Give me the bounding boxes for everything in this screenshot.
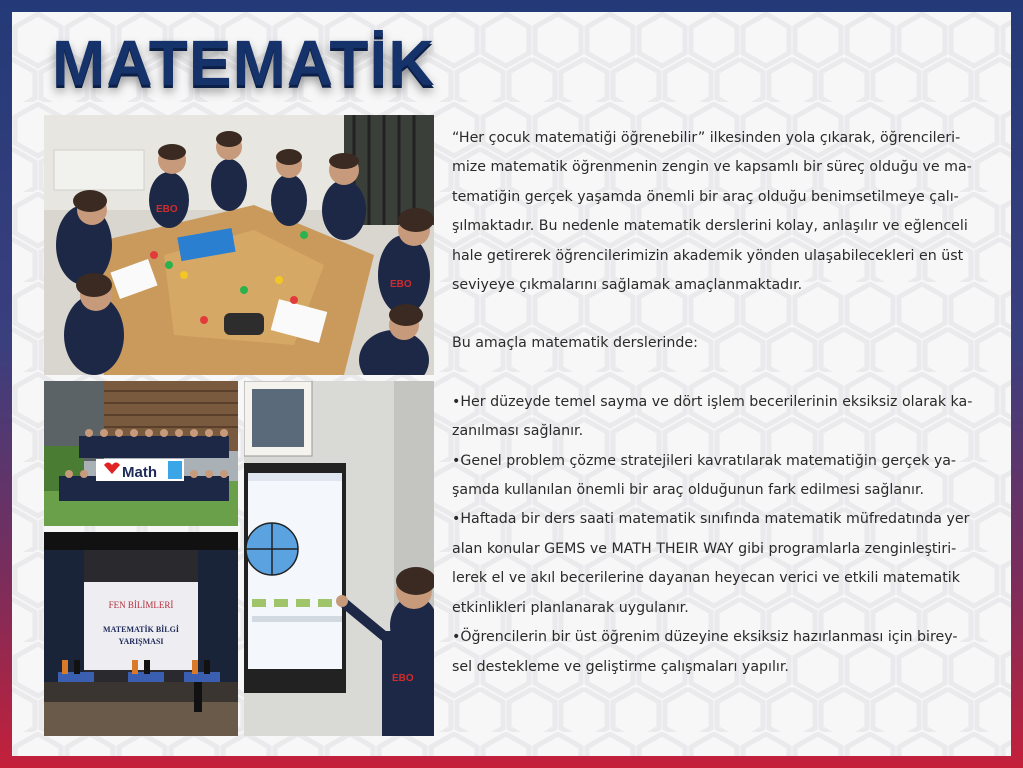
bullet-line: •Haftada bir ders saati matematik sınıfında matematik müfredatında yer — [452, 511, 970, 528]
shirt-text: EBO — [392, 673, 414, 684]
article-text — [452, 124, 992, 682]
intro-line: hale getirerek öğrencilerimizin akademik yönden ulaşabilecekleri en üst — [452, 247, 964, 264]
section-heading: Bu amaçla matematik derslerinde: — [452, 335, 698, 352]
intro-paragraph — [452, 124, 992, 300]
stage-title-line-2: YARIŞMASI — [118, 637, 164, 646]
bullet-line: lerek el ve akıl becerilerine dayanan heyecan verici ve etkili matematik — [452, 570, 960, 587]
bullet-line: •Öğrencilerin bir üst öğrenim düzeyine eksiksiz hazırlanması için birey- — [452, 629, 958, 646]
intro-line: mize matematik öğrenmenin zengin ve kapsamlı bir süreç olduğu ve ma- — [452, 159, 972, 176]
page-content — [12, 12, 1011, 756]
bullet-line: zanılması sağlanır. — [452, 423, 584, 440]
intro-line: “Her çocuk matematiği öğrenebilir” ilkesinden yola çıkarak, öğrencileri- — [452, 130, 961, 146]
shirt-text: EBO — [390, 279, 412, 290]
bullet-list — [452, 388, 992, 682]
bullet-line: •Genel problem çözme stratejileri kavratılarak matematiğin gerçek ya- — [452, 452, 957, 469]
bullet-line: etkinlikleri planlanarak uygulanır. — [452, 599, 689, 616]
smartboard-student-photo — [244, 381, 434, 736]
outdoor-group-photo — [44, 381, 238, 526]
stage-school-name: FEN BİLİMLERİ — [108, 600, 174, 610]
math-quiz-stage-photo — [44, 532, 238, 736]
intro-line: şılmaktadır. Bu nedenle matematik derslerini kolay, anlaşılır ve eğlenceli — [452, 218, 968, 235]
shirt-text: EBO — [156, 204, 178, 215]
bullet-line: alan konular GEMS ve MATH THEIR WAY gibi programlarla zenginleştiri- — [452, 540, 957, 557]
bullet-line: şamda kullanılan önemli bir araç olduğunun fark edilmesi sağlanır. — [452, 482, 925, 499]
math-sign-text: Math — [122, 464, 157, 481]
intro-line: tematiğin gerçek yaşamda önemli bir araç olduğu benimsetilmeye çalı- — [452, 188, 959, 205]
classroom-group-photo — [44, 115, 434, 375]
page-title: MATEMATİK — [52, 27, 436, 99]
stage-title-line-1: MATEMATİK BİLGİ — [103, 625, 179, 634]
bullet-line: •Her düzeyde temel sayma ve dört işlem becerilerinin eksiksiz olarak ka- — [452, 393, 973, 410]
bullet-line: sel destekleme ve geliştirme çalışmaları yapılır. — [452, 658, 789, 675]
intro-line: seviyeye çıkmalarını sağlamak amaçlanmaktadır. — [452, 277, 803, 294]
